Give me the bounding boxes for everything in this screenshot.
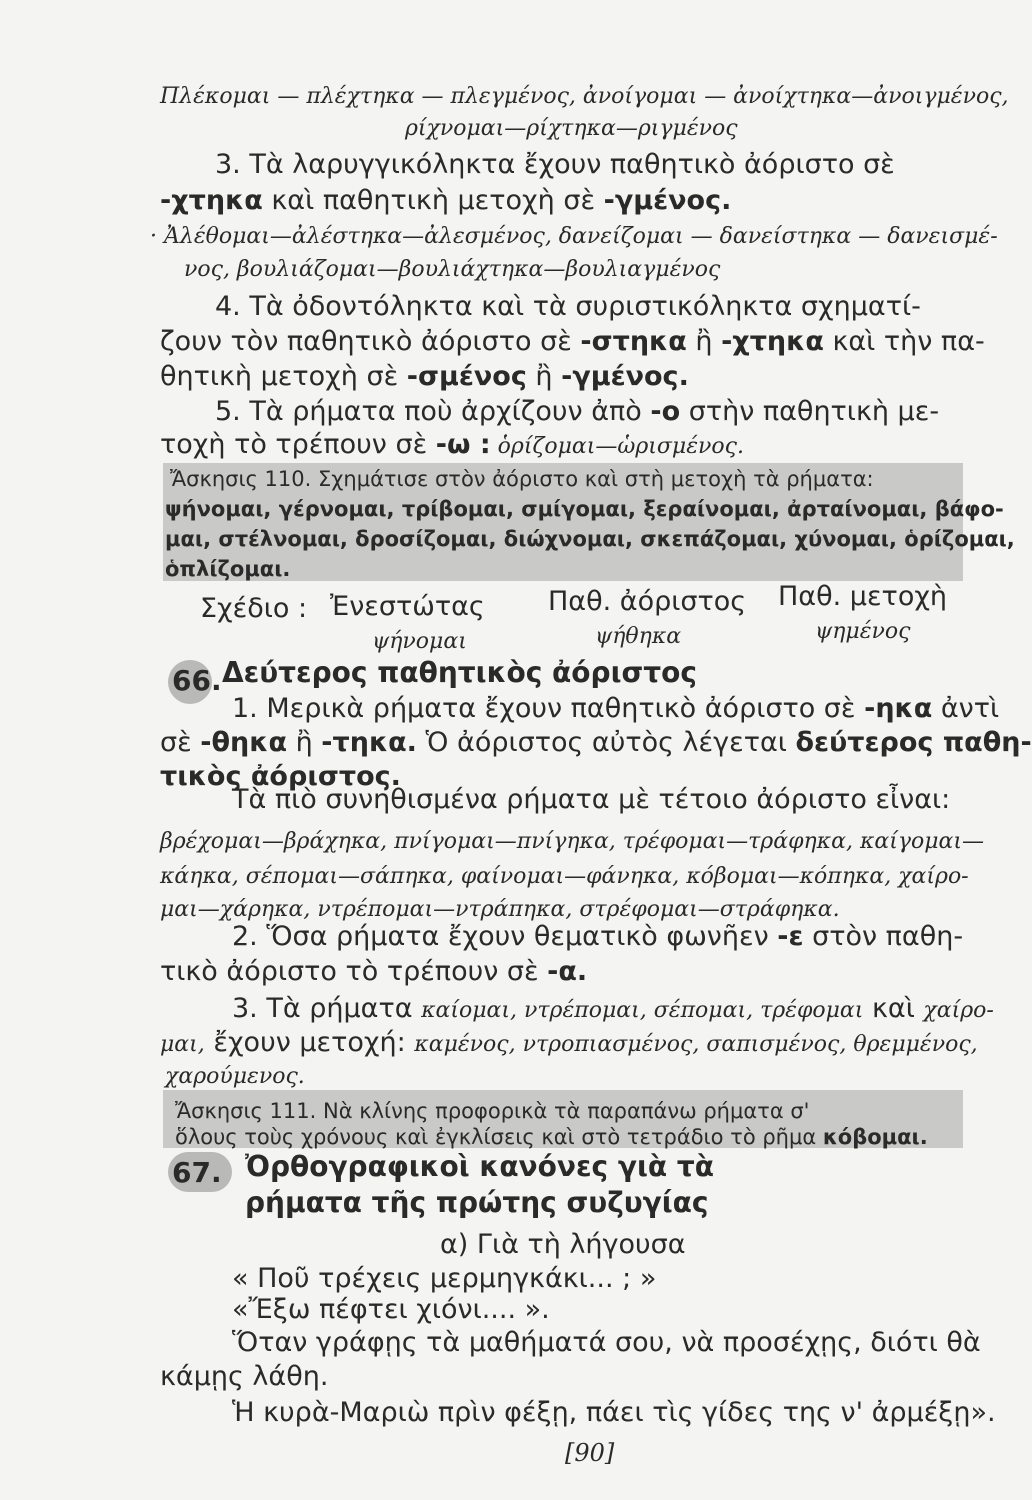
section-66-title: Δεύτερος παθητικὸς ἀόριστος — [222, 656, 697, 689]
exercise-111-prompt-2: ὅλους τοὺς χρόνους καὶ ἐγκλίσεις καὶ στὸ τετράδιο τὸ ρῆμα — [175, 1125, 823, 1149]
vowel-e: -ε — [777, 921, 804, 952]
quote-2: «Ἔξω πέφτει χιόνι.... ». — [232, 1294, 550, 1325]
s66-rule1-text-4: Ὁ ἀόριστος αὐτὸς λέγεται — [416, 727, 796, 758]
rule3-line-1: 3. Τὰ λαρυγγικόληκτα ἔχουν παθητικὸ ἀόριστο σὲ — [215, 149, 895, 180]
model-col3-value: ψημένος — [815, 619, 911, 644]
rule4-text-3: θητικὴ μετοχὴ σὲ — [160, 361, 407, 392]
model-label: Σχέδιο : — [200, 593, 308, 624]
rule5-line-1 — [215, 395, 939, 429]
model-col1-value: ψήνομαι — [372, 629, 467, 654]
term-second-passive: δεύτερος παθη- — [795, 727, 1032, 758]
ending-ika: -ηκα — [864, 693, 933, 724]
s66-rule2-text-2: στὸν παθη- — [803, 921, 964, 952]
s66-rule1-text-3: σὲ — [160, 727, 201, 758]
s66-example-2: κάηκα, σέπομαι—σάπηκα, φαίνομαι—φάνηκα, κόβομαι—κόπηκα, χαίρο- — [160, 864, 969, 889]
ending-tika: -τηκα. — [321, 727, 417, 758]
s66-rule3-text: 3. Τὰ ρήματα — [232, 993, 422, 1024]
s66-rule2-line-2 — [160, 955, 587, 989]
model-col3-head: Παθ. μετοχὴ — [778, 581, 948, 612]
rule3-example-1: · Ἀλέθομαι—ἀλέστηκα—ἀλεσμένος, δανείζομαι — δανείστηκα — δανεισμέ- — [150, 224, 998, 249]
s66-rule3-line-1 — [232, 992, 994, 1028]
rule4-line-2 — [160, 325, 985, 359]
rule4-text: ζουν τὸν παθητικὸ ἀόριστο σὲ — [160, 326, 581, 357]
section-66-number: 66. — [172, 664, 222, 697]
rule5-text: 5. Τὰ ρήματα ποὺ ἀρχίζουν ἀπὸ — [215, 396, 651, 427]
s66-example-1: βρέχομαι—βράχηκα, πνίγομαι—πνίγηκα, τρέφομαι—τράφηκα, καίγομαι— — [160, 829, 985, 854]
model-col2-head: Παθ. ἀόριστος — [548, 586, 747, 617]
s66-common-verbs: Τὰ πιὸ συνηθισμένα ρήματα μὲ τέτοιο ἀόριστο εἶναι: — [232, 784, 951, 815]
model-col1-head: Ἐνεστώτας — [330, 591, 485, 622]
intro-example-line-2: ρίχνομαι—ρίχτηκα—ριγμένος — [405, 116, 738, 141]
section-67-subheading: α) Γιὰ τὴ λήγουσα — [440, 1229, 686, 1260]
s66-rule3-mai: μαι, — [160, 1032, 205, 1057]
ending-thika: -θηκα — [200, 727, 288, 758]
rule5-line-2 — [160, 428, 744, 464]
s66-rule1-line-3: τικὸς ἀόριστος. — [160, 761, 401, 792]
vowel-a: -α. — [547, 956, 588, 987]
exercise-111-line-2 — [175, 1120, 928, 1154]
ending-omega: -ω : — [435, 429, 491, 460]
s66-rule3-line-3: χαρούμενος. — [165, 1064, 305, 1089]
quote-1: « Ποῦ τρέχεις μερμηγκάκι... ; » — [232, 1263, 657, 1294]
rule5-example: ὁρίζομαι—ὡρισμένος. — [490, 434, 744, 459]
exercise-110-prompt: Σχημάτισε στὸν ἀόριστο καὶ στὴ μετοχὴ τὰ ρήματα: — [311, 467, 874, 491]
rule3-line-2 — [160, 184, 731, 218]
s66-rule1-text-2: ἀντὶ — [932, 693, 1000, 724]
s66-rule3-verbs: καίομαι, ντρέπομαι, σέπομαι, τρέφομαι — [421, 998, 864, 1023]
s66-rule1-text: 1. Μερικὰ ρήματα ἔχουν παθητικὸ ἀόριστο σὲ — [232, 693, 865, 724]
ending-smenos: -σμένος — [406, 361, 527, 392]
s66-rule1-line-2 — [160, 726, 1032, 760]
section-67-title-line-2: ρήματα τῆς πρώτης συζυγίας — [245, 1186, 709, 1219]
rule4-text-2: καὶ τὴν πα- — [823, 326, 985, 357]
exercise-110-line-4: ὁπλίζομαι. — [165, 557, 291, 581]
exercise-111-verb: κόβομαι. — [822, 1125, 928, 1149]
ending-gmenos-2: -γμένος. — [561, 361, 689, 392]
section-67-number: 67. — [172, 1156, 222, 1189]
section-67-title-line-1: Ὀρθογραφικοὶ κανόνες γιὰ τὰ — [245, 1150, 714, 1183]
s66-rule2-text-3: τικὸ ἀόριστο τὸ τρέπουν σὲ — [160, 956, 548, 987]
exercise-111-label: Ἄσκησις 111. — [175, 1099, 317, 1123]
ending-xtika-2: -χτηκα — [721, 326, 824, 357]
s66-rule1-line-1 — [232, 692, 999, 726]
s66-rule1-or: ἢ — [287, 727, 322, 758]
ending-xtika: -χτηκα — [160, 185, 263, 216]
s66-rule3-text-2: ἔχουν μετοχή: — [204, 1027, 415, 1058]
exercise-110-line-2: ψήνομαι, γέρνομαι, τρίβομαι, σμίγομαι, ξεραίνομαι, ἀρταίνομαι, βάφο- — [165, 497, 1004, 521]
exercise-110-line-3: μαι, στέλνομαι, δροσίζομαι, διώχνομαι, σκεπάζομαι, χύνομαι, ὁρίζομαι, — [165, 527, 1015, 551]
quote-3-line-1: Ὅταν γράφῃς τὰ μαθήματά σου, νὰ προσέχῃς, διότι θὰ — [232, 1327, 981, 1358]
model-col2-value: ψήθηκα — [595, 624, 682, 649]
rule3-example-2: νος, βουλιάζομαι—βουλιάχτηκα—βουλιαγμένος — [184, 257, 721, 282]
ending-gmenos: -γμένος. — [603, 185, 732, 216]
rule3-text: καὶ παθητικὴ μετοχὴ σὲ — [262, 185, 604, 216]
s66-rule2-line-1 — [232, 920, 963, 954]
s66-rule3-verb-xairo: χαίρο- — [923, 998, 994, 1023]
s66-rule2-text: 2. Ὅσα ρήματα ἔχουν θεματικὸ φωνῆεν — [232, 921, 778, 952]
exercise-110-line-1 — [170, 462, 874, 496]
s66-rule3-and: καὶ — [863, 993, 924, 1024]
intro-example-line-1: Πλέκομαι — πλέχτηκα — πλεγμένος, ἀνοίγομαι — ἀνοίχτηκα—ἀνοιγμένος, — [160, 84, 1009, 109]
ending-o: -ο — [650, 396, 681, 427]
rule5-text-3: τοχὴ τὸ τρέπουν σὲ — [160, 429, 436, 460]
quote-3-line-2: κάμῃς λάθη. — [160, 1361, 329, 1392]
s66-rule3-line-2 — [160, 1026, 978, 1062]
rule5-text-2: στὴν παθητικὴ με- — [680, 396, 940, 427]
exercise-111-prompt: Νὰ κλίνης προφορικὰ τὰ παραπάνω ρήματα σ' — [316, 1099, 810, 1123]
ending-stika: -στηκα — [580, 326, 687, 357]
s66-rule3-participles: καμένος, ντροπιασμένος, σαπισμένος, θρεμμένος, — [414, 1032, 978, 1057]
exercise-110-label: Ἄσκησις 110. — [170, 467, 312, 491]
rule4-or: ἢ — [686, 326, 722, 357]
rule4-line-1: 4. Τὰ ὀδοντόληκτα καὶ τὰ συριστικόληκτα σχηματί- — [215, 291, 921, 322]
quote-4: Ἡ κυρὰ-Μαριὼ πρὶν φέξῃ, πάει τὶς γίδες της ν' ἀρμέξῃ». — [232, 1397, 996, 1428]
rule4-or-2: ἢ — [526, 361, 562, 392]
rule4-line-3 — [160, 360, 689, 394]
page-number: [90] — [565, 1439, 615, 1467]
s66-example-3: μαι—χάρηκα, ντρέπομαι—ντράπηκα, στρέφομαι—στράφηκα. — [160, 897, 840, 922]
